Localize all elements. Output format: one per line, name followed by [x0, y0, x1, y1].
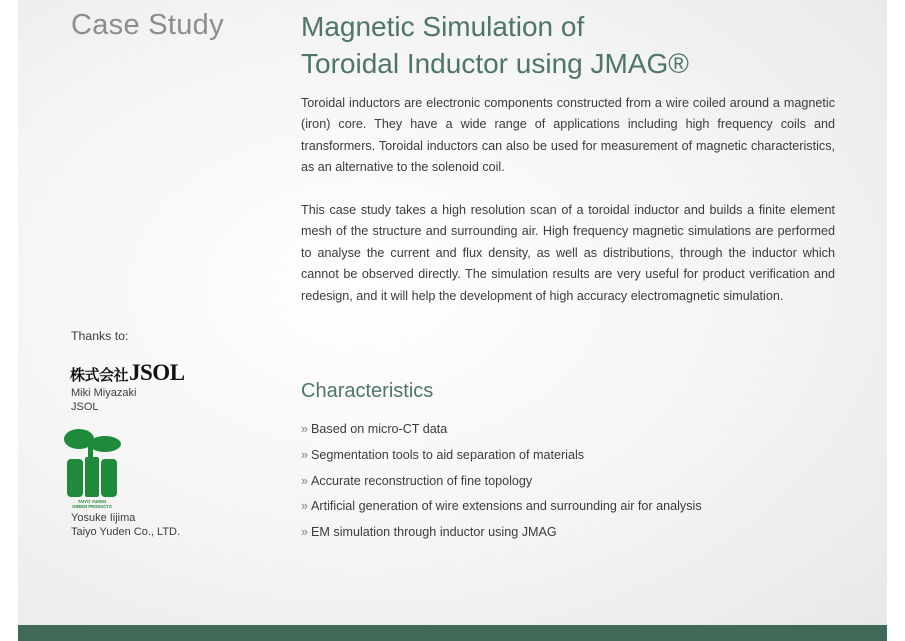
svg-text:GREEN PRODUCTS: GREEN PRODUCTS [72, 504, 112, 509]
bullet-marker: » [301, 499, 309, 514]
characteristics-heading: Characteristics [301, 380, 434, 402]
list-item-text: Accurate reconstruction of fine topology [311, 473, 533, 488]
body-text [301, 93, 835, 328]
jsol-logo-kanji: 株式会社 [70, 368, 129, 384]
credit-taiyo-yuden [71, 511, 180, 539]
credit-org: Taiyo Yuden Co., LTD. [71, 526, 181, 538]
taiyo-yuden-green-products-logo [61, 427, 125, 509]
footer-bar [18, 625, 887, 641]
bullet-marker: » [301, 422, 309, 436]
credit-org: JSOL [71, 401, 99, 413]
bullet-marker: » [301, 447, 309, 462]
credit-name: Yosuke Iijima [71, 512, 136, 524]
jsol-logo-latin: JSOL [129, 360, 185, 385]
list-item-text: EM simulation through inductor using JMAG [311, 525, 557, 540]
list-item [301, 444, 702, 470]
jsol-logo [70, 360, 185, 386]
list-item [301, 495, 702, 521]
list-item-text: Artificial generation of wire extensions and surrounding air for analysis [311, 499, 702, 514]
list-item [301, 470, 702, 496]
bullet-marker: » [301, 473, 309, 488]
credit-jsol [71, 386, 136, 414]
body-paragraph-1: Toroidal inductors are electronic components constructed from a wire coiled around a magnetic (iron) core. They have a wide range of applications including high frequency coils and transformers. Toroidal inductors can also be used for measurement of magnetic characteristics, as an alternative to the solenoid coil. [301, 96, 835, 175]
title-line-1: Magnetic Simulation of [301, 11, 585, 42]
characteristics-list [301, 418, 702, 547]
bullet-marker: » [301, 525, 309, 540]
list-item [301, 521, 702, 547]
page-title [301, 8, 689, 82]
title-line-2: Toroidal Inductor using JMAG® [301, 48, 689, 79]
svg-text:TAIYO YUDEN: TAIYO YUDEN [77, 499, 107, 504]
section-label: Case Study [71, 9, 224, 41]
list-item-text: Based on micro-CT data [311, 422, 448, 436]
credit-name: Miki Miyazaki [71, 387, 137, 399]
list-item [301, 418, 702, 444]
body-paragraph-2: This case study takes a high resolution scan of a toroidal inductor and builds a finite element mesh of the structure and surrounding air. High frequency magnetic simulations are performed to analyse the current and flux density, as well as distributions, through the inductor which cannot be observed directly. The simulation results are very useful for product verification and redesign, and it will help the development of high accuracy electromagnetic simulation. [301, 203, 835, 303]
case-study-page [18, 0, 887, 641]
list-item-text: Segmentation tools to aid separation of materials [311, 447, 585, 462]
thanks-label: Thanks to: [71, 329, 129, 343]
